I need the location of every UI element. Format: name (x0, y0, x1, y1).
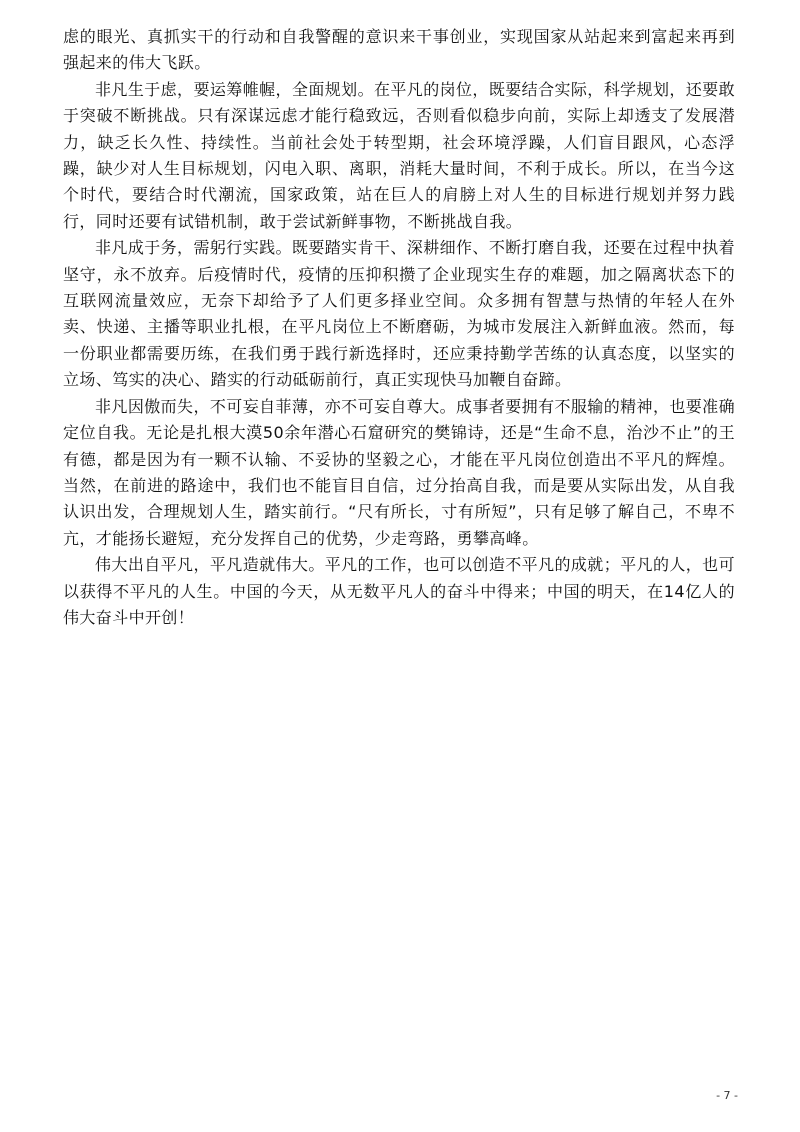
paragraph-planning: 非凡生于虑，要运筹帷幄，全面规划。在平凡的岗位，既要结合实际，科学规划，还要敢于突破不断挑战。只有深谋远虑才能行稳致远，否则看似稳步向前，实际上却透支了发展潜力，缺乏长久性、持续性。当前社会处于转型期，社会环境浮躁，人们盲目跟风，心态浮躁，缺少对人生目标规划，闪电入职、离职，消耗大量时间，不利于成长。所以，在当今这个时代，要结合时代潮流，国家政策，站在巨人的肩膀上对人生的目标进行规划并努力践行，同时还要有试错机制，敢于尝试新鲜事物，不断挑战自我。 (63, 79, 735, 231)
paragraph-continuation: 虑的眼光、真抓实干的行动和自我警醒的意识来干事创业，实现国家从站起来到富起来再到强起来的伟大飞跃。 (63, 27, 735, 73)
page-number: - 7 - (716, 1089, 738, 1102)
paragraph-conclusion: 伟大出自平凡，平凡造就伟大。平凡的工作，也可以创造不平凡的成就；平凡的人，也可以获得不平凡的人生。中国的今天，从无数平凡人的奋斗中得来；中国的明天，在14亿人的伟大奋斗中开创！ (63, 555, 735, 627)
paragraph-humility: 非凡因傲而失，不可妄自菲薄，亦不可妄自尊大。成事者要拥有不服输的精神，也要准确定位自我。无论是扎根大漠50余年潜心石窟研究的樊锦诗，还是“生命不息，治沙不止”的王有德，都是因为有一颗不认输、不妥协的坚毅之心，才能在平凡岗位创造出不平凡的辉煌。当然，在前进的路途中，我们也不能盲目自信，过分抬高自我，而是要从实际出发，从自我认识出发，合理规划人生，踏实前行。“尺有所长，寸有所短”，只有足够了解自己，不卑不亢，才能扬长避短，充分发挥自己的优势，少走弯路，勇攀高峰。 (63, 396, 735, 548)
document-body (63, 24, 735, 631)
paragraph-practice: 非凡成于务，需躬行实践。既要踏实肯干、深耕细作、不断打磨自我，还要在过程中执着坚守，永不放弃。后疫情时代，疫情的压抑积攒了企业现实生存的难题，加之隔离状态下的互联网流量效应，无奈下却给予了人们更多择业空间。众多拥有智慧与热情的年轻人在外卖、快递、主播等职业扎根，在平凡岗位上不断磨砺，为城市发展注入新鲜血液。然而，每一份职业都需要历练，在我们勇于践行新选择时，还应秉持勤学苦练的认真态度，以坚实的立场、笃实的决心、踏实的行动砥砺前行，真正实现快马加鞭自奋蹄。 (63, 238, 735, 390)
